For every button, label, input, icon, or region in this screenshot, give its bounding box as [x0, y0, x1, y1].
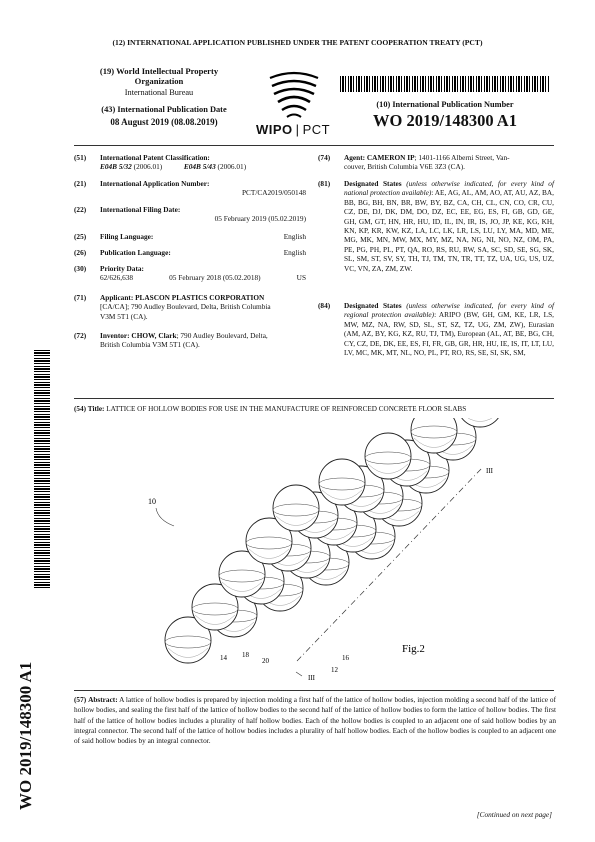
- inventor-field: (72) Inventor: CHOW, Clark; 790 Audley Boulevard, Delta, British Columbia V3M 5T1 (CA).: [74, 331, 268, 350]
- wipo-globe-logo: [264, 70, 324, 122]
- abstract: (57) Abstract: A lattice of hollow bodies is prepared by injection molding a first half of the lattice of hollow bodies, injection molding a second half of the lattice of hollow bodies, and sealing the first half of the lattice of hollow bodies to the second half of the lattice of hollow bodies to form the lattice of hollow bodies. The first half of the lattice of hollow bodies includes a plurality of half hollow bodies. Each of the hollow bodies is coupled to an adjacent one of said hollow bodies by an integral connector. The second half of the lattice of hollow bodies includes a plurality of half hollow bodies. Each of the hollow bodies is coupled to an adjacent one of said hollow bodies by an integral connector.: [74, 695, 556, 746]
- agent-field: (74) Agent: CAMERON IP; 1401-1166 Alberni Street, Van- couver, British Columbia V6E 3Z3 (CA).: [318, 153, 510, 172]
- publication-barcode: [340, 76, 550, 92]
- priority-data-field: (30) Priority Data: 62/626,638 05 February 2018 (05.02.2018) US: [74, 264, 306, 283]
- publication-date-label: (43) International Publication Date: [101, 105, 227, 114]
- publication-date: 08 August 2019 (08.08.2019): [110, 117, 218, 127]
- ref-18: 18: [242, 651, 249, 659]
- office-name: (19) World Intellectual Property Organization: [99, 66, 219, 86]
- bureau: International Bureau: [124, 88, 194, 97]
- filing-language-field: (25) Filing Language: English: [74, 232, 306, 241]
- figure-label: Fig.2: [402, 643, 425, 655]
- ref-10: 10: [148, 497, 156, 506]
- abstract-divider: [74, 690, 554, 691]
- patent-figure: [130, 418, 510, 686]
- hollow-body-sphere: [365, 433, 411, 479]
- wipo-pct-logo-text: WIPO | PCT: [256, 122, 331, 137]
- application-number-field: (21) International Application Number: PCT/CA2019/050148: [74, 179, 306, 198]
- ref-16: 16: [342, 654, 349, 662]
- invention-title: (54) Title: LATTICE OF HOLLOW BODIES FOR USE IN THE MANUFACTURE OF REINFORCED CONCRETE FLOOR SLABS: [74, 405, 467, 413]
- hollow-body-sphere: [273, 485, 319, 531]
- applicant-field: (71) Applicant: PLASCON PLASTICS CORPORATION [CA/CA]; 790 Audley Boulevard, Delta, British Columbia V3M 5T1 (CA).: [74, 293, 271, 321]
- publication-language-field: (26) Publication Language: English: [74, 248, 306, 257]
- designated-states-national: (81) Designated States (unless otherwise indicated, for every kind of national protection available): AE, AG, AL, AM, AO, AT, AU, AZ, BA, BB, BG, BH, BN, BR, BW, BY, BZ, CA, CH, CL, CN, CO, CR, CU, CZ, DE, DJ, DK, DM, DO, DZ, EC, EE, EG, ES, FI, GB, GD, GE, GH, GM, GT, HN, HR, HU, ID, IL, IN, IR, IS, JO, JP, KE, KG, KH, KN, KP, KR, KW, KZ, LA, LC, LK, LR, LS, LU, LY, MA, MD, ME, MG, MK, MN, MW, MX, MY, MZ, NA, NG, NI, NO, NZ, OM, PA, PE, PG, PH, PL, PT, QA, RO, RS, RU, RW, SA, SC, SD, SE, SG, SK, SL, SM, ST, SV, SY, TH, TJ, TM, TN, TR, TT, TZ, UA, UG, US, UZ, VC, VN, ZA, ZM, ZW.: [318, 179, 554, 273]
- hollow-body-sphere: [319, 459, 365, 505]
- classification-field: (51) International Patent Classification: E04B 5/32 (2006.01) E04B 5/43 (2006.01): [74, 153, 247, 172]
- ref-20: 20: [262, 657, 269, 665]
- designated-states-regional: (84) Designated States (unless otherwise indicated, for every kind of regional protection available): ARIPO (BW, GH, GM, KE, LR, LS, MW, MZ, NA, RW, SD, SL, ST, SZ, TZ, UG, ZM, ZW), Eurasian (AM, AZ, BY, KG, KZ, RU, TJ, TM), European (AL, AT, BE, BG, CH, CY, CZ, DE, DK, EE, ES, FI, FR, GB, GR, HR, HU, IE, IS, IT, LT, LU, LV, MC, MK, MT, NL, NO, PL, PT, RO, RS, SE, SI, SK, SM,: [318, 301, 554, 358]
- ref-111-bottom: III: [308, 674, 315, 682]
- header-divider: [74, 145, 554, 146]
- side-publication-number: WO 2019/148300 A1: [16, 661, 35, 810]
- lattice-drawing: [130, 418, 510, 686]
- ref-14: 14: [220, 654, 227, 662]
- title-divider: [74, 398, 554, 399]
- continued-note: [Continued on next page]: [476, 810, 552, 819]
- publication-number-label: (10) International Publication Number: [376, 100, 514, 109]
- ref-12: 12: [331, 666, 338, 674]
- ref-111-top: III: [486, 467, 493, 475]
- side-barcode: [34, 348, 50, 588]
- publication-number: WO 2019/148300 A1: [373, 111, 517, 130]
- document-header: (12) INTERNATIONAL APPLICATION PUBLISHED UNDER THE PATENT COOPERATION TREATY (PCT): [112, 38, 483, 47]
- filing-date-field: (22) International Filing Date: 05 February 2019 (05.02.2019): [74, 205, 306, 224]
